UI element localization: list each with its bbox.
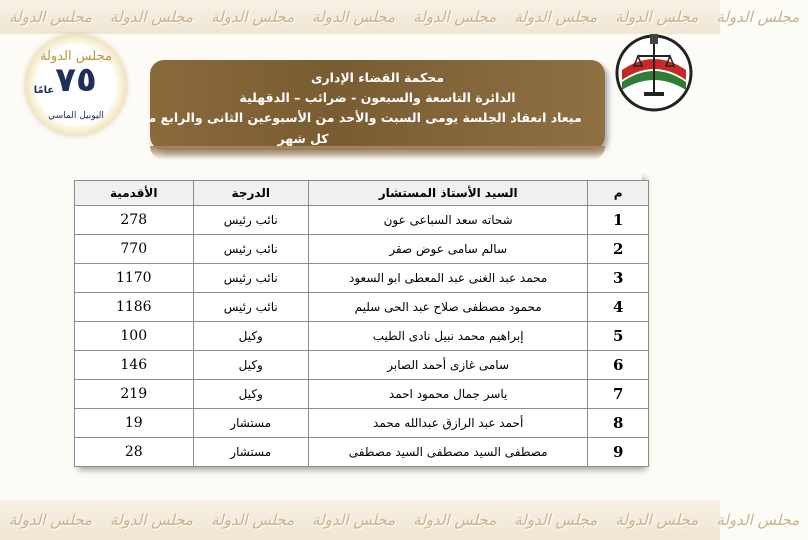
header-seniority: الأقدمية (75, 181, 194, 206)
header-banner (137, 60, 605, 150)
court-logo (614, 30, 694, 116)
watermark-text: مجلس الدولة (716, 8, 800, 26)
row-name: سامى غازى أحمد الصابر (308, 351, 587, 380)
row-name: شحاته سعد السباعى عون (308, 206, 587, 235)
anniversary-logo-top-text: مجلس الدولة (40, 49, 112, 64)
court-title: محكمة القضاء الإدارى (310, 70, 444, 85)
watermark-text: مجلس الدولة (110, 511, 194, 529)
top-watermark-band (0, 0, 800, 34)
row-seniority: 219 (75, 380, 194, 409)
table-row (75, 322, 649, 351)
watermark-text: مجلس الدولة (9, 8, 93, 26)
watermark-text: مجلس الدولة (211, 511, 295, 529)
row-index: 2 (588, 235, 649, 264)
table-header-row (75, 181, 649, 206)
row-seniority: 19 (75, 409, 194, 438)
row-index: 5 (588, 322, 649, 351)
watermark-text: مجلس الدولة (312, 8, 396, 26)
watermark-text: مجلس الدولة (413, 511, 497, 529)
header-index: م (588, 181, 649, 206)
row-index: 3 (588, 264, 649, 293)
row-seniority: 146 (75, 351, 194, 380)
row-index: 9 (588, 438, 649, 467)
row-index: 1 (588, 206, 649, 235)
table-row (75, 380, 649, 409)
row-seniority: 100 (75, 322, 194, 351)
row-seniority: 1170 (75, 264, 194, 293)
anniversary-logo (26, 35, 126, 135)
row-rank: نائب رئيس (193, 235, 308, 264)
table-row (75, 293, 649, 322)
row-rank: مستشار (193, 409, 308, 438)
row-rank: نائب رئيس (193, 264, 308, 293)
row-name: محمد عبد الغنى عبد المعطى ابو السعود (308, 264, 587, 293)
watermark-text: مجلس الدولة (110, 8, 194, 26)
row-name: إبراهيم محمد نبيل نادى الطيب (308, 322, 587, 351)
anniversary-logo-subtitle: اليوبيل الماسي (48, 111, 104, 121)
court-emblem-icon (614, 30, 694, 116)
table-row (75, 264, 649, 293)
row-seniority: 1186 (75, 293, 194, 322)
row-seniority: 28 (75, 438, 194, 467)
watermark-text: مجلس الدولة (615, 511, 699, 529)
watermark-text: مجلس الدولة (716, 511, 800, 529)
anniversary-logo-number: ٧٥ (55, 60, 97, 100)
watermark-text: مجلس الدولة (312, 511, 396, 529)
row-name: سالم سامى عوض صقر (308, 235, 587, 264)
row-rank: وكيل (193, 380, 308, 409)
table-row (75, 351, 649, 380)
row-rank: وكيل (193, 351, 308, 380)
watermark-text: مجلس الدولة (9, 511, 93, 529)
header-name: السيد الأستاذ المستشار (308, 181, 587, 206)
row-index: 4 (588, 293, 649, 322)
row-rank: نائب رئيس (193, 293, 308, 322)
row-seniority: 278 (75, 206, 194, 235)
session-schedule: ميعاد انعقاد الجلسة يومى السبت والأحد من الأسبوعين الثانى والرابع من (137, 110, 582, 125)
row-index: 8 (588, 409, 649, 438)
anniversary-logo-years: عامًا (33, 85, 55, 96)
watermark-text: مجلس الدولة (211, 8, 295, 26)
row-rank: وكيل (193, 322, 308, 351)
watermark-text: مجلس الدولة (514, 511, 598, 529)
row-index: 6 (588, 351, 649, 380)
session-schedule-cont: كل شهر (277, 131, 329, 146)
watermark-text: مجلس الدولة (615, 8, 699, 26)
row-rank: نائب رئيس (193, 206, 308, 235)
row-name: محمود مصطفى صلاح عبد الحى سليم (308, 293, 587, 322)
row-name: مصطفى السيد مصطفى السيد مصطفى (308, 438, 587, 467)
table-row (75, 409, 649, 438)
table-row (75, 235, 649, 264)
watermark-text: مجلس الدولة (514, 8, 598, 26)
table-row (75, 438, 649, 467)
row-index: 7 (588, 380, 649, 409)
row-rank: مستشار (193, 438, 308, 467)
table-row (75, 206, 649, 235)
judges-table (74, 180, 649, 467)
row-name: أحمد عبد الرازق عبدالله محمد (308, 409, 587, 438)
row-seniority: 770 (75, 235, 194, 264)
header-rank: الدرجة (193, 181, 308, 206)
bottom-watermark-band (0, 500, 800, 540)
row-name: ياسر جمال محمود احمد (308, 380, 587, 409)
watermark-text: مجلس الدولة (413, 8, 497, 26)
circuit-title: الدائرة التاسعة والسبعون - ضرائب – الدقهلية (239, 90, 516, 105)
